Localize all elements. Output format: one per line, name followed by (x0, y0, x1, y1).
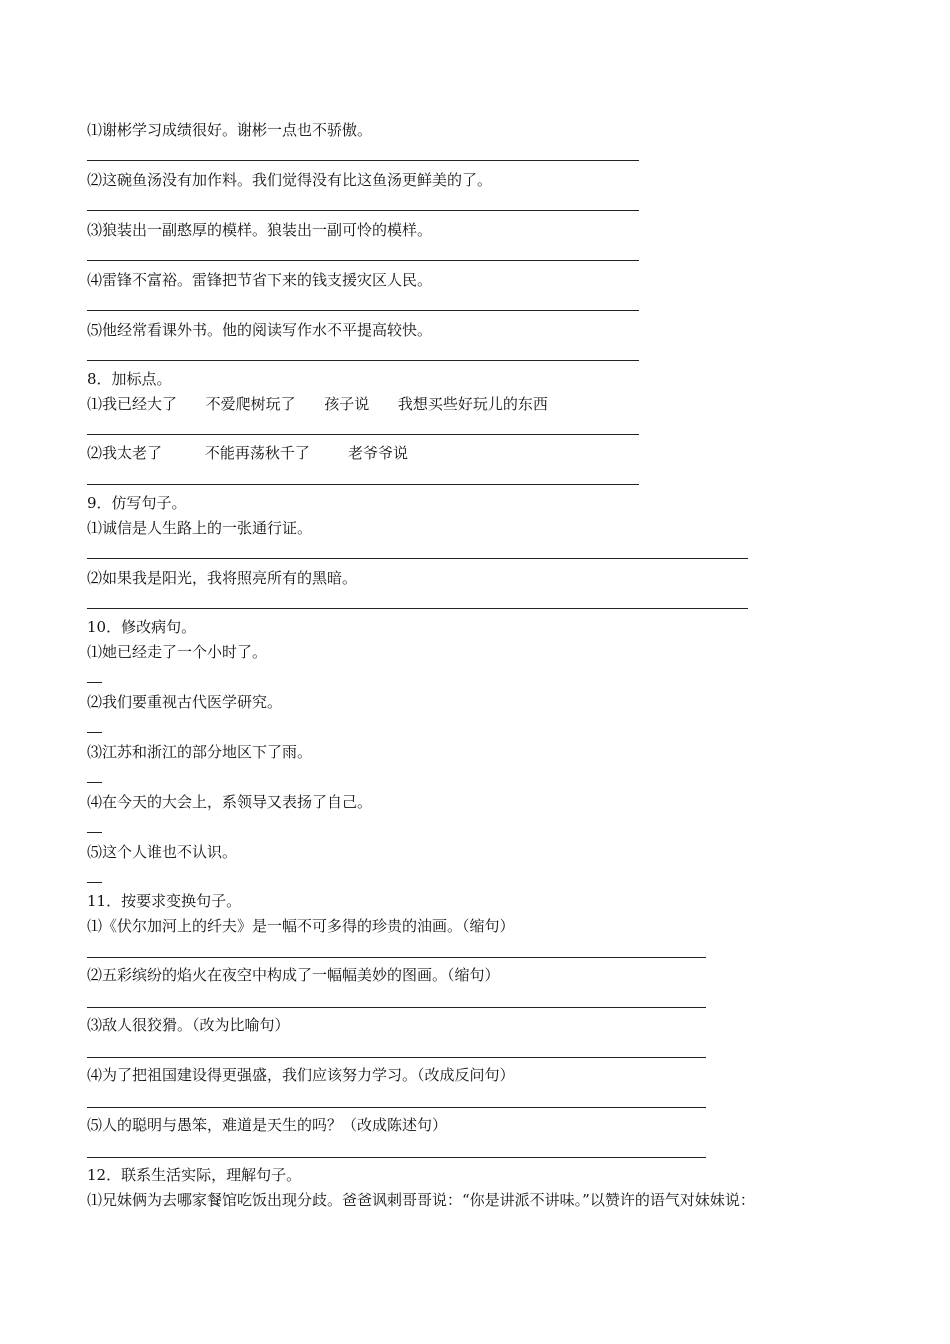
q10-item-5: ⑸这个人谁也不认识。 (87, 843, 238, 861)
q11-answer-line-4[interactable] (87, 1107, 706, 1108)
q8-item-2: ⑵我太老了 不能再荡秋千了 老爷爷说 (87, 444, 409, 462)
q7-item-2: ⑵这碗鱼汤没有加作料。我们觉得没有比这鱼汤更鲜美的了。 (87, 171, 493, 189)
q12-title: 12．联系生活实际，理解句子。 (87, 1166, 302, 1184)
q9-title: 9．仿写句子。 (87, 494, 187, 512)
q11-title: 11．按要求变换句子。 (87, 892, 242, 910)
q7-answer-line-5[interactable] (87, 360, 639, 361)
q7-answer-line-2[interactable] (87, 210, 639, 211)
q11-answer-line-1[interactable] (87, 957, 706, 958)
q7-answer-line-4[interactable] (87, 310, 639, 311)
q7-answer-line-1[interactable] (87, 160, 639, 161)
q7-item-1: ⑴谢彬学习成绩很好。谢彬一点也不骄傲。 (87, 121, 373, 139)
q10-answer-line-1[interactable] (87, 682, 102, 683)
q9-item-2: ⑵如果我是阳光，我将照亮所有的黑暗。 (87, 569, 358, 587)
q9-answer-line-2[interactable] (87, 608, 748, 609)
q9-item-1: ⑴诚信是人生路上的一张通行证。 (87, 519, 313, 537)
q10-item-3: ⑶江苏和浙江的部分地区下了雨。 (87, 743, 313, 761)
q11-item-1: ⑴《伏尔加河上的纤夫》是一幅不可多得的珍贵的油画。（缩句） (87, 917, 515, 935)
q8-title: 8．加标点。 (87, 370, 172, 388)
q11-item-3: ⑶敌人很狡猾。（改为比喻句） (87, 1016, 290, 1034)
q11-item-2: ⑵五彩缤纷的焰火在夜空中构成了一幅幅美妙的图画。（缩句） (87, 966, 500, 984)
q11-answer-line-5[interactable] (87, 1157, 706, 1158)
q11-answer-line-3[interactable] (87, 1057, 706, 1058)
q7-item-5: ⑸他经常看课外书。他的阅读写作水不平提高较快。 (87, 321, 433, 339)
q7-item-3: ⑶狼装出一副憨厚的模样。狼装出一副可怜的模样。 (87, 221, 433, 239)
q10-item-1: ⑴她已经走了一个小时了。 (87, 643, 268, 661)
q10-answer-line-2[interactable] (87, 732, 102, 733)
q10-answer-line-5[interactable] (87, 882, 102, 883)
q8-answer-line-1[interactable] (87, 434, 639, 435)
q7-answer-line-3[interactable] (87, 260, 639, 261)
q10-answer-line-4[interactable] (87, 832, 102, 833)
q10-item-2: ⑵我们要重视古代医学研究。 (87, 693, 283, 711)
q11-answer-line-2[interactable] (87, 1007, 706, 1008)
q8-answer-line-2[interactable] (87, 484, 639, 485)
q10-answer-line-3[interactable] (87, 782, 102, 783)
q8-item-1: ⑴我已经大了 不爱爬树玩了 孩子说 我想买些好玩儿的东西 (87, 395, 548, 413)
q10-item-4: ⑷在今天的大会上，系领导又表扬了自己。 (87, 793, 373, 811)
q7-item-4: ⑷雷锋不富裕。雷锋把节省下来的钱支援灾区人民。 (87, 271, 433, 289)
q10-title: 10．修改病句。 (87, 618, 197, 636)
q12-item-1: ⑴兄妹俩为去哪家餐馆吃饭出现分歧。爸爸讽刺哥哥说：“你是讲派不讲味。”以赞许的语气对妹妹说： (87, 1191, 755, 1209)
q11-item-4: ⑷为了把祖国建设得更强盛，我们应该努力学习。（改成反问句） (87, 1066, 515, 1084)
q9-answer-line-1[interactable] (87, 558, 748, 559)
q11-item-5: ⑸人的聪明与愚笨，难道是天生的吗？（改成陈述句） (87, 1116, 448, 1134)
